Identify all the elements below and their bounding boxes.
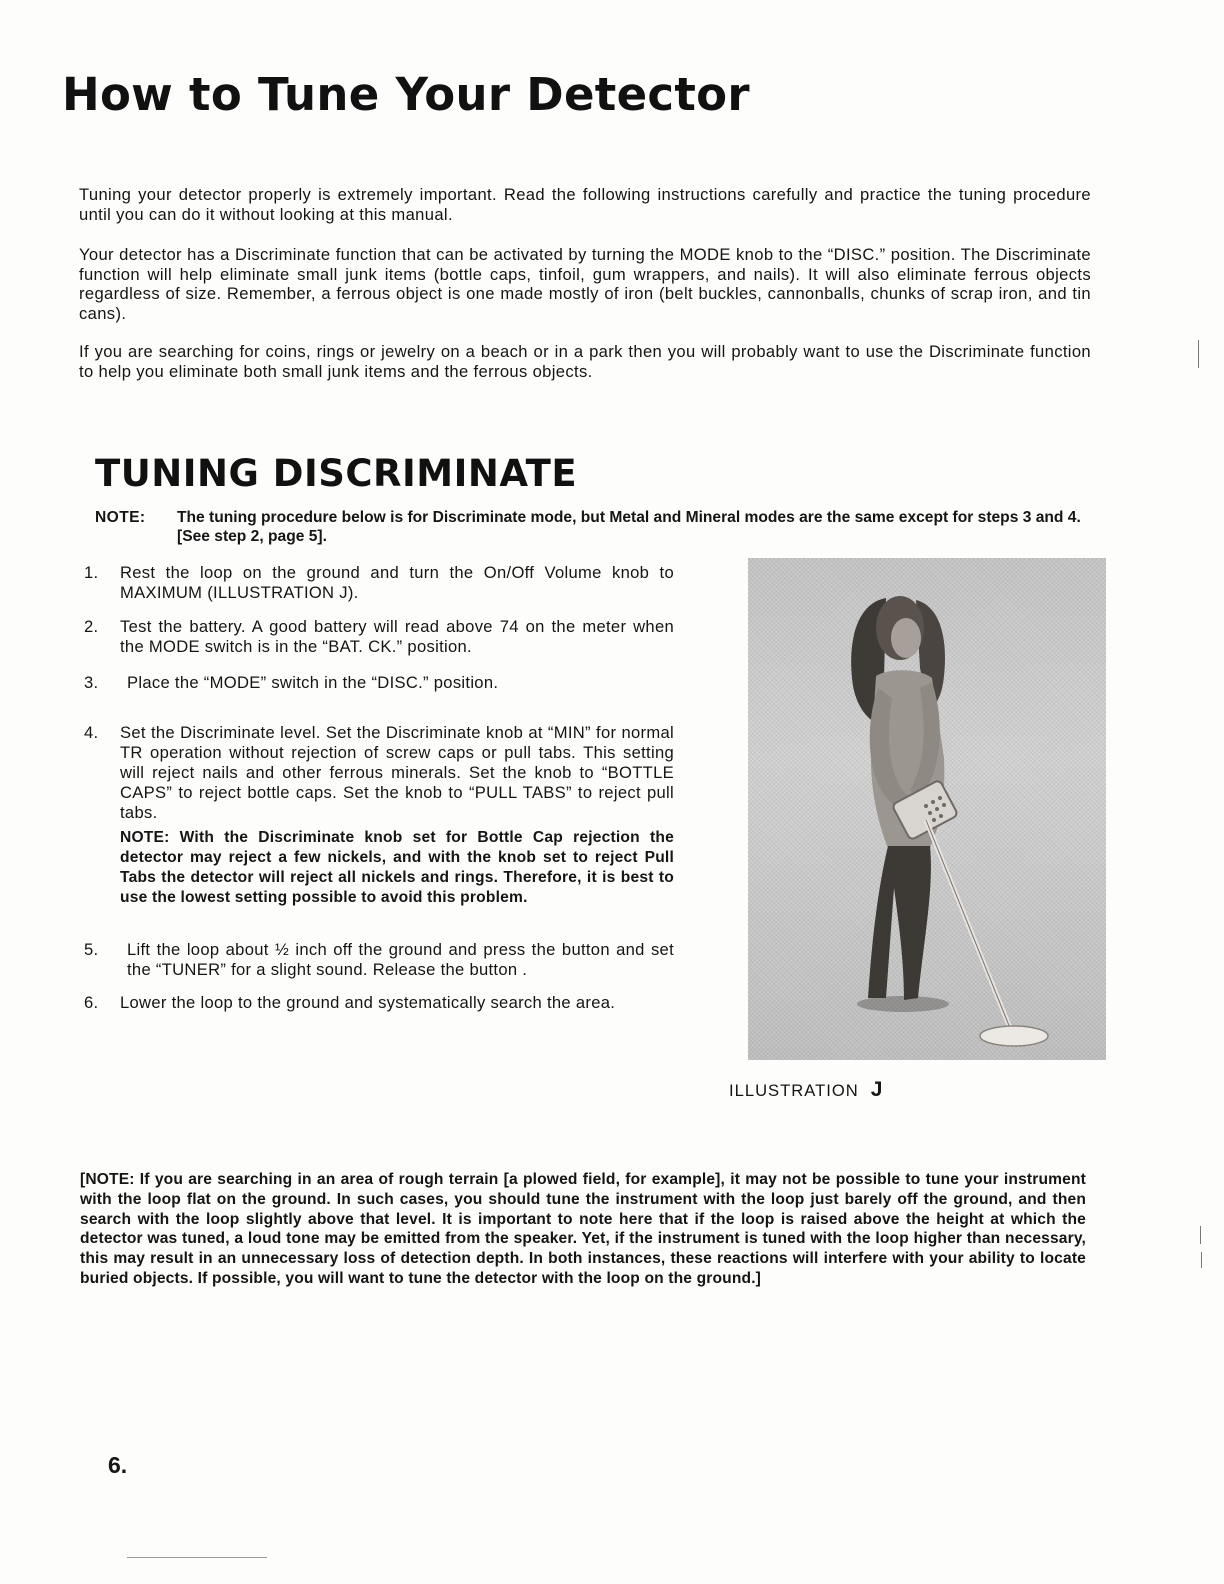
page-title: How to Tune Your Detector [62,68,750,121]
section-note [95,508,1105,546]
section-note-text: The tuning procedure below is for Discriminate mode, but Metal and Mineral modes are the same except for steps 3 and 4. [See step 2, page 5]. [177,509,1081,545]
intro-paragraph-tuning-importance: Tuning your detector properly is extremely important. Read the following instructions carefully and practice the tuning procedure until you can do it without looking at this manual. [79,185,1091,224]
step-text: Place the “MODE” switch in the “DISC.” position. [127,673,499,692]
intro-paragraph-discriminate-function: Your detector has a Discriminate function that can be activated by turning the MODE knob to the “DISC.” position. The Discriminate function will help eliminate small junk items (bottle caps, tinfoil, gum wrappers, and nails). It will also eliminate ferrous objects regardless of size. Remember, a ferrous object is one made mostly of iron (belt buckles, cannonballs, chunks of scrap iron, and tin cans). [79,245,1091,323]
step-number: 4. [84,723,99,742]
section-note-label: NOTE: [95,509,146,526]
margin-mark [1198,340,1199,368]
step-number: 1. [84,563,99,582]
step-number: 6. [84,993,99,1012]
step-number: 5. [84,940,99,959]
step-3 [84,673,674,693]
step-5 [84,940,674,980]
step-text: Lift the loop about ½ inch off the ground and press the button and set the “TUNER” for a slight sound. Release the button . [127,940,674,979]
illustration-j-photo [748,558,1106,1060]
person-with-detector-illustration [748,558,1106,1060]
step-text [120,723,674,908]
footer-rule [127,1557,267,1558]
illustration-caption [729,1078,883,1102]
step-4-text: Set the Discriminate level. Set the Discriminate knob at “MIN” for normal TR operation without rejection of screw caps or pull tabs. This setting will reject nails and other ferrous minerals. Set the knob to “BOTTLE CAPS” to reject bottle caps. Set the knob to “PULL TABS” to reject pull tabs. [120,723,674,822]
step-text: Lower the loop to the ground and systematically search the area. [120,993,616,1012]
section-title: TUNING DISCRIMINATE [95,452,578,495]
step-number: 2. [84,617,99,636]
step-2 [84,617,674,657]
page-number: 6. [108,1452,128,1478]
illustration-caption-letter: J [870,1078,884,1101]
rough-terrain-note: [NOTE: If you are searching in an area of rough terrain [a plowed field, for example], it may not be possible to tune your instrument with the loop flat on the ground. In such cases, you should tune the instrument with the loop just barely off the ground, and then search with the loop slightly above that level. It is important to note here that if the loop is raised above the height at which the detector was tuned, a loud tone may be emitted from the speaker. Yet, if the instrument is tuned with the loop higher than necessary, this may result in an unnecessary loss of detection depth. In both instances, these reactions will interfere with your ability to locate buried objects. If possible, you will want to tune the detector with the loop on the ground.] [80,1171,1086,1287]
illustration-caption-label: ILLUSTRATION [729,1081,859,1100]
step-number: 3. [84,673,99,692]
margin-mark [1201,1252,1202,1268]
step-6 [84,993,674,1013]
step-1 [84,563,674,603]
step-text: Rest the loop on the ground and turn the On/Off Volume knob to MAXIMUM (ILLUSTRATION J). [120,563,674,602]
intro-paragraph-coins-search: If you are searching for coins, rings or jewelry on a beach or in a park then you will probably want to use the Discriminate function to help you eliminate both small junk items and the ferrous objects. [79,342,1091,381]
step-4 [84,723,674,908]
step-4-note: NOTE: With the Discriminate knob set for Bottle Cap rejection the detector may reject a few nickels, and with the knob set to reject Pull Tabs the detector will reject all nickels and rings. Therefore, it is best to use the lowest setting possible to avoid this problem. [120,829,674,906]
step-text: Test the battery. A good battery will read above 74 on the meter when the MODE switch is in the “BAT. CK.” position. [120,617,674,656]
margin-mark [1200,1226,1201,1244]
